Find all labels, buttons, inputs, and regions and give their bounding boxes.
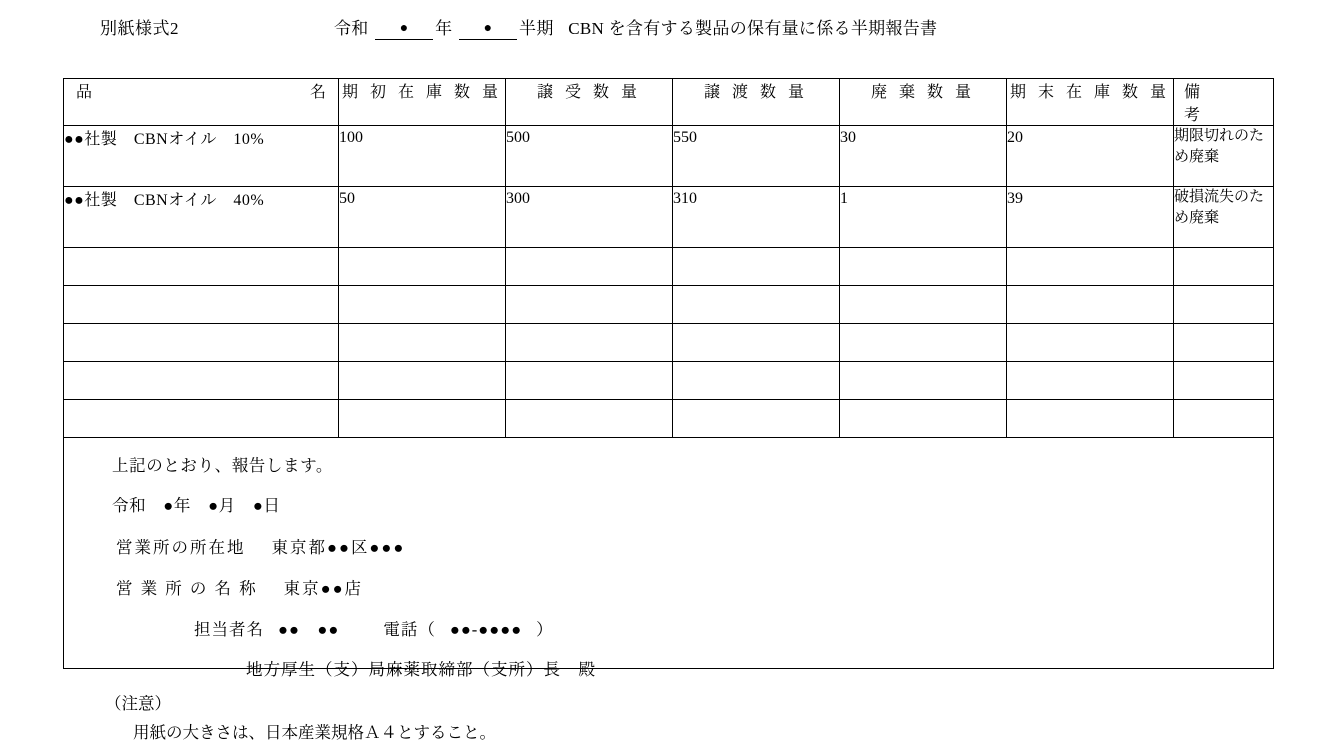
cell-transferred bbox=[673, 400, 840, 438]
cell-product-name bbox=[64, 286, 339, 324]
column-header-product-name-left: 品 bbox=[76, 84, 93, 101]
half-period-suffix: 半期 bbox=[519, 19, 554, 38]
cell-received: 300 bbox=[506, 187, 673, 248]
cell-transferred bbox=[673, 286, 840, 324]
cell-disposed bbox=[840, 324, 1007, 362]
cell-closing-stock bbox=[1007, 324, 1174, 362]
office-name-label: 営 業 所 の 名 称 bbox=[116, 579, 258, 598]
column-header-closing-stock: 期 末 在 庫 数 量 bbox=[1007, 79, 1174, 126]
notes-title: （注意） bbox=[105, 694, 171, 713]
contact-person-line bbox=[194, 616, 554, 640]
cell-opening-stock bbox=[339, 400, 506, 438]
column-header-received: 譲 受 数 量 bbox=[506, 79, 673, 126]
declaration-statement: 上記のとおり、報告します。 bbox=[112, 456, 333, 475]
column-header-opening-stock: 期 初 在 庫 数 量 bbox=[339, 79, 506, 126]
form-number: 別紙様式2 bbox=[100, 19, 179, 38]
cell-disposed bbox=[840, 286, 1007, 324]
notes-block bbox=[105, 690, 496, 748]
contact-person-label: 担当者名 bbox=[194, 620, 264, 639]
cell-disposed: 30 bbox=[840, 126, 1007, 187]
cell-note bbox=[1174, 324, 1274, 362]
addressee-line: 地方厚生（支）局麻薬取締部（支所）長 殿 bbox=[246, 660, 596, 679]
table-head bbox=[64, 79, 1274, 126]
cell-transferred: 310 bbox=[673, 187, 840, 248]
table-row bbox=[64, 187, 1274, 248]
cell-note bbox=[1174, 286, 1274, 324]
cell-product-name bbox=[64, 400, 339, 438]
cell-transferred bbox=[673, 324, 840, 362]
cell-product-name bbox=[64, 324, 339, 362]
era-year-blank bbox=[375, 19, 433, 40]
phone-label: 電話（ bbox=[383, 620, 436, 639]
era-year-suffix: 年 bbox=[435, 19, 453, 38]
cell-closing-stock bbox=[1007, 286, 1174, 324]
cell-note bbox=[1174, 400, 1274, 438]
cell-disposed: 1 bbox=[840, 187, 1007, 248]
cell-disposed bbox=[840, 248, 1007, 286]
cell-opening-stock bbox=[339, 324, 506, 362]
cell-received bbox=[506, 362, 673, 400]
phone-close-paren: ） bbox=[536, 620, 554, 639]
column-header-note-label: 備 考 bbox=[1184, 84, 1269, 124]
cell-transferred bbox=[673, 248, 840, 286]
cell-received bbox=[506, 324, 673, 362]
phone-value: ●●-●●●● bbox=[449, 620, 523, 639]
cell-product-name: ●●社製 CBNオイル 10% bbox=[64, 126, 339, 187]
cell-closing-stock bbox=[1007, 400, 1174, 438]
cell-transferred: 550 bbox=[673, 126, 840, 187]
cell-note: 破損流失のため廃棄 bbox=[1174, 187, 1274, 248]
office-name-line bbox=[116, 575, 363, 599]
cell-disposed bbox=[840, 362, 1007, 400]
office-address-line bbox=[116, 534, 405, 558]
cell-transferred bbox=[673, 362, 840, 400]
table-row bbox=[64, 400, 1274, 438]
era-label: 令和 bbox=[334, 19, 369, 38]
cell-closing-stock: 20 bbox=[1007, 126, 1174, 187]
cell-opening-stock bbox=[339, 286, 506, 324]
era-year-value: ● bbox=[399, 21, 409, 36]
column-header-product-name-right: 名 bbox=[309, 84, 326, 101]
document-header bbox=[0, 14, 1336, 48]
cell-opening-stock: 100 bbox=[339, 126, 506, 187]
cell-opening-stock bbox=[339, 248, 506, 286]
cell-product-name bbox=[64, 362, 339, 400]
page-title: CBN を含有する製品の保有量に係る半期報告書 bbox=[568, 19, 938, 38]
cell-note bbox=[1174, 362, 1274, 400]
office-name-value: 東京●●店 bbox=[283, 579, 364, 598]
contact-person-value: ●● ●● bbox=[278, 620, 340, 639]
cell-closing-stock: 39 bbox=[1007, 187, 1174, 248]
cell-received bbox=[506, 248, 673, 286]
table-row bbox=[64, 362, 1274, 400]
footer-row bbox=[64, 438, 1274, 669]
cell-disposed bbox=[840, 400, 1007, 438]
cell-note: 期限切れのため廃棄 bbox=[1174, 126, 1274, 187]
cell-product-name: ●●社製 CBNオイル 40% bbox=[64, 187, 339, 248]
table-row bbox=[64, 126, 1274, 187]
notes-line-1: 用紙の大きさは、日本産業規格Ａ４とすること。 bbox=[133, 722, 496, 742]
half-period-blank bbox=[459, 19, 517, 40]
cell-received bbox=[506, 286, 673, 324]
cell-note bbox=[1174, 248, 1274, 286]
cell-received bbox=[506, 400, 673, 438]
table-row bbox=[64, 248, 1274, 286]
table-row bbox=[64, 324, 1274, 362]
cell-opening-stock: 50 bbox=[339, 187, 506, 248]
column-header-transferred: 譲 渡 数 量 bbox=[673, 79, 840, 126]
table-row bbox=[64, 286, 1274, 324]
declaration-block bbox=[64, 438, 1274, 679]
half-period-value: ● bbox=[483, 21, 493, 36]
office-address-value: 東京都●●区●●● bbox=[271, 538, 406, 557]
inventory-table bbox=[63, 78, 1274, 679]
document-title-line bbox=[334, 14, 937, 40]
column-header-note bbox=[1174, 79, 1274, 126]
cell-opening-stock bbox=[339, 362, 506, 400]
office-address-label: 営業所の所在地 bbox=[116, 538, 246, 557]
cell-product-name bbox=[64, 248, 339, 286]
table-body bbox=[64, 126, 1274, 679]
cell-closing-stock bbox=[1007, 248, 1174, 286]
column-header-disposed: 廃 棄 数 量 bbox=[840, 79, 1007, 126]
cell-received: 500 bbox=[506, 126, 673, 187]
cell-closing-stock bbox=[1007, 362, 1174, 400]
declaration-date: 令和 ●年 ●月 ●日 bbox=[112, 496, 281, 515]
table-header-row bbox=[64, 79, 1274, 126]
column-header-product-name bbox=[64, 79, 339, 126]
